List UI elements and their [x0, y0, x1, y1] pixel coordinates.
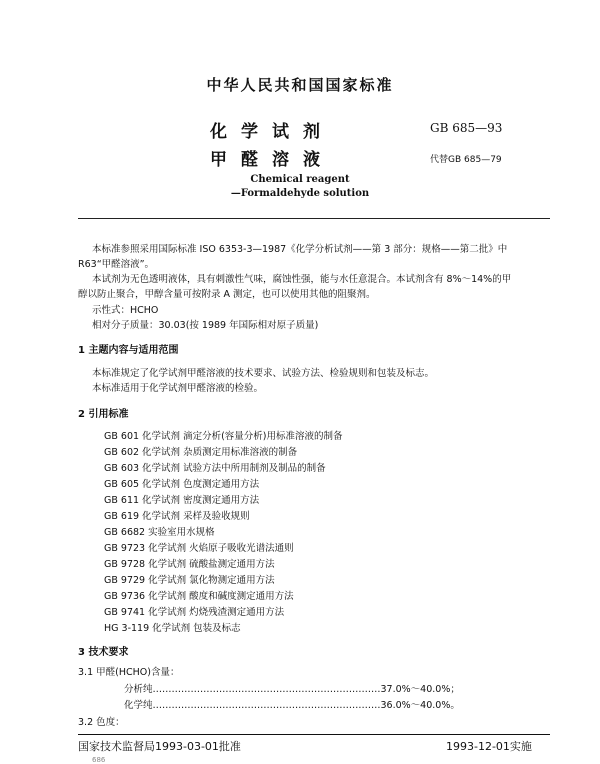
reference-standard: GB 6682 实验室用水规格	[104, 527, 215, 538]
intro-paragraph-2a: 本试剂为无色透明液体，具有刺激性气味，腐蚀性强，能与水任意混合。本试剂含有 8%～14%的甲	[92, 274, 512, 285]
reference-standard: GB 9736 化学试剂 酸度和碱度测定通用方法	[104, 591, 294, 602]
reference-standard: GB 9741 化学试剂 灼烧残渣测定通用方法	[104, 607, 285, 618]
intro-paragraph-1a: 本标准参照采用国际标准 ISO 6353-3—1987《化学分析试剂——第 3 部分：规格——第二批》中	[92, 244, 508, 255]
reference-standard: HG 3-119 化学试剂 包装及标志	[104, 623, 241, 634]
grade-chemical: 化学纯………………………………………………………………36.0%～40.0%。	[124, 700, 460, 711]
section-1-paragraph-2: 本标准适用于化学试剂甲醛溶液的检验。	[92, 383, 264, 394]
reference-standard: GB 9723 化学试剂 火焰原子吸收光谱法通则	[104, 543, 294, 554]
reference-standard: GB 601 化学试剂 滴定分析(容量分析)用标准溶液的制备	[104, 431, 343, 442]
intro-paragraph-1b: R63“甲醛溶液”。	[78, 259, 155, 270]
item-3-1: 3.1 甲醛(HCHO)含量：	[78, 667, 180, 678]
approval-date: 国家技术监督局1993-03-01批准	[78, 740, 241, 753]
reference-standard: GB 603 化学试剂 试验方法中所用制剂及制品的制备	[104, 463, 326, 474]
implementation-date: 1993-12-01实施	[446, 740, 532, 753]
section-1-title: 1 主题内容与适用范围	[78, 345, 179, 356]
reference-standard: GB 9729 化学试剂 氯化物测定通用方法	[104, 575, 275, 586]
page-mark: 686	[92, 756, 106, 764]
title-english-line1: Chemical reagent	[250, 174, 350, 185]
replaces-standard: 代替GB 685—79	[430, 155, 502, 165]
section-2-title: 2 引用标准	[78, 409, 129, 420]
item-3-2: 3.2 色度：	[78, 717, 125, 728]
section-3-title: 3 技术要求	[78, 647, 129, 658]
footer-divider	[78, 734, 550, 735]
title-chinese-line2: 甲醛溶液	[210, 150, 334, 170]
header-divider	[78, 218, 550, 219]
title-chinese-line1: 化学试剂	[210, 122, 334, 142]
standard-number: GB 685—93	[430, 121, 503, 135]
molecular-mass: 相对分子质量：30.03(按 1989 年国际相对原子质量)	[92, 320, 319, 331]
national-standard-heading: 中华人民共和国国家标准	[206, 76, 394, 94]
chemical-formula: 示性式：HCHO	[92, 305, 159, 316]
reference-standard: GB 619 化学试剂 采样及验收规则	[104, 511, 250, 522]
grade-analytical: 分析纯………………………………………………………………37.0%～40.0%；	[124, 684, 460, 695]
section-1-paragraph-1: 本标准规定了化学试剂甲醛溶液的技术要求、试验方法、检验规则和包装及标志。	[92, 368, 435, 379]
reference-standard: GB 9728 化学试剂 硫酸盐测定通用方法	[104, 559, 275, 570]
reference-standard: GB 611 化学试剂 密度测定通用方法	[104, 495, 260, 506]
reference-standard: GB 602 化学试剂 杂质测定用标准溶液的制备	[104, 447, 298, 458]
intro-paragraph-2b: 醇以防止聚合，甲醇含量可按附录 A 测定，也可以使用其他的阻聚剂。	[78, 289, 376, 300]
reference-standard: GB 605 化学试剂 色度测定通用方法	[104, 479, 260, 490]
title-english-line2: —Formaldehyde solution	[230, 188, 370, 199]
